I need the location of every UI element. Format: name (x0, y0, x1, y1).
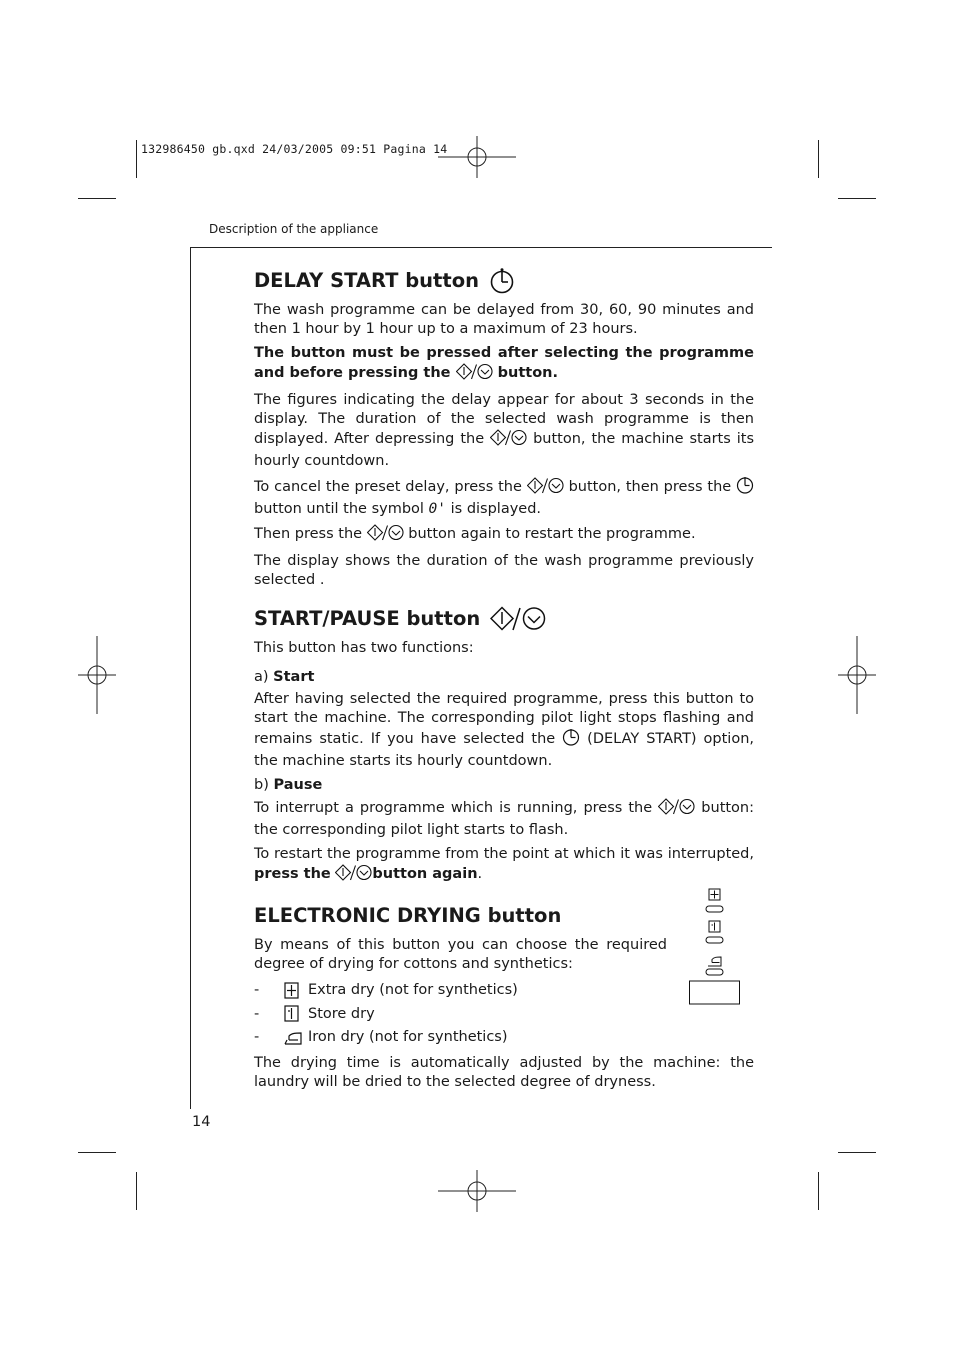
drying-outro: The drying time is automatically adjusted by the machine: the laundry will be dried to the selected degree of dryness. (254, 1054, 754, 1090)
start-pause-icon (490, 606, 546, 632)
start-pause-icon (335, 864, 372, 887)
delay-paragraph-3: The figures indicating the delay appear for about 3 seconds in the display. The duration of the selected wash programme is then displayed. After depressing the button, the machine starts its hourly countdown. (254, 392, 755, 469)
registration-mark-top (438, 136, 516, 178)
start-pause-icon (490, 429, 527, 452)
start-label: a) Start (254, 669, 315, 685)
start-pause-icon (658, 798, 695, 821)
print-slug: 132986450 gb.qxd 24/03/2005 09:51 Pagina 14 (141, 142, 448, 156)
registration-mark-bottom (438, 1170, 516, 1212)
start-pause-icon (456, 363, 493, 386)
drying-intro: By means of this button you can choose the required degree of drying for cottons and synthetics: (254, 937, 667, 972)
section-label: Description of the appliance (209, 222, 379, 236)
store-dry-icon (709, 921, 720, 932)
left-rule (190, 247, 191, 1109)
drying-options-list (254, 979, 754, 1050)
delay-paragraph-4: To cancel the preset delay, press the button, then press the button until the symbol 0' is displayed. (254, 476, 754, 519)
page-number: 14 (192, 1114, 211, 1130)
list-item: - Extra dry (not for synthetics) (254, 982, 518, 999)
iron-dry-icon (708, 957, 721, 966)
pilot-light (706, 906, 723, 912)
extra-dry-icon (284, 982, 308, 1000)
iron-dry-icon (284, 1030, 308, 1046)
registration-mark-right (838, 636, 876, 714)
page-content (254, 268, 754, 1097)
delay-start-heading: DELAY START button (254, 268, 754, 294)
pause-paragraph: To interrupt a programme which is running, press the button: the corresponding pilot light starts to flash. (254, 800, 755, 838)
start-pause-heading: START/PAUSE button (254, 606, 754, 632)
extra-dry-icon (709, 889, 720, 900)
registration-mark-left (78, 636, 116, 714)
drying-panel-illustration (689, 887, 740, 1011)
start-pause-icon (527, 477, 564, 500)
start-pause-icon (367, 524, 404, 547)
delay-paragraph-2: The button must be pressed after selecting the programme and before pressing the button. (254, 344, 754, 386)
drying-button (690, 981, 740, 1004)
zero-symbol: 0' (428, 501, 447, 517)
start-pause-intro: This button has two functions: (254, 640, 474, 656)
delay-paragraph-6: The display shows the duration of the wash programme previously selected . (254, 553, 754, 588)
list-item: - Store dry (254, 1005, 375, 1022)
delay-start-icon (489, 268, 515, 294)
delay-paragraph-5: Then press the button again to restart the programme. (254, 524, 754, 547)
list-item: - Iron dry (not for synthetics) (254, 1029, 508, 1046)
pilot-light (706, 969, 723, 975)
delay-paragraph-1: The wash programme can be delayed from 30, 60, 90 minutes and then 1 hour by 1 hour up to a maximum of 23 hours. (254, 302, 754, 337)
pilot-light (706, 937, 723, 943)
delay-start-icon (736, 476, 754, 500)
pause-label: b) Pause (254, 777, 323, 793)
electronic-drying-heading: ELECTRONIC DRYING button (254, 904, 562, 927)
store-dry-icon (284, 1005, 308, 1023)
start-paragraph: After having selected the required programme, press this button to start the machine. The corresponding pilot light stops flashing and remains static. If you have selected the (DELAY START) option, the machine starts its hourly countdown. (254, 691, 755, 769)
restart-paragraph: To restart the programme from the point at which it was interrupted, press the button again. (254, 845, 754, 887)
header-rule (190, 247, 772, 248)
delay-start-icon (562, 728, 580, 752)
